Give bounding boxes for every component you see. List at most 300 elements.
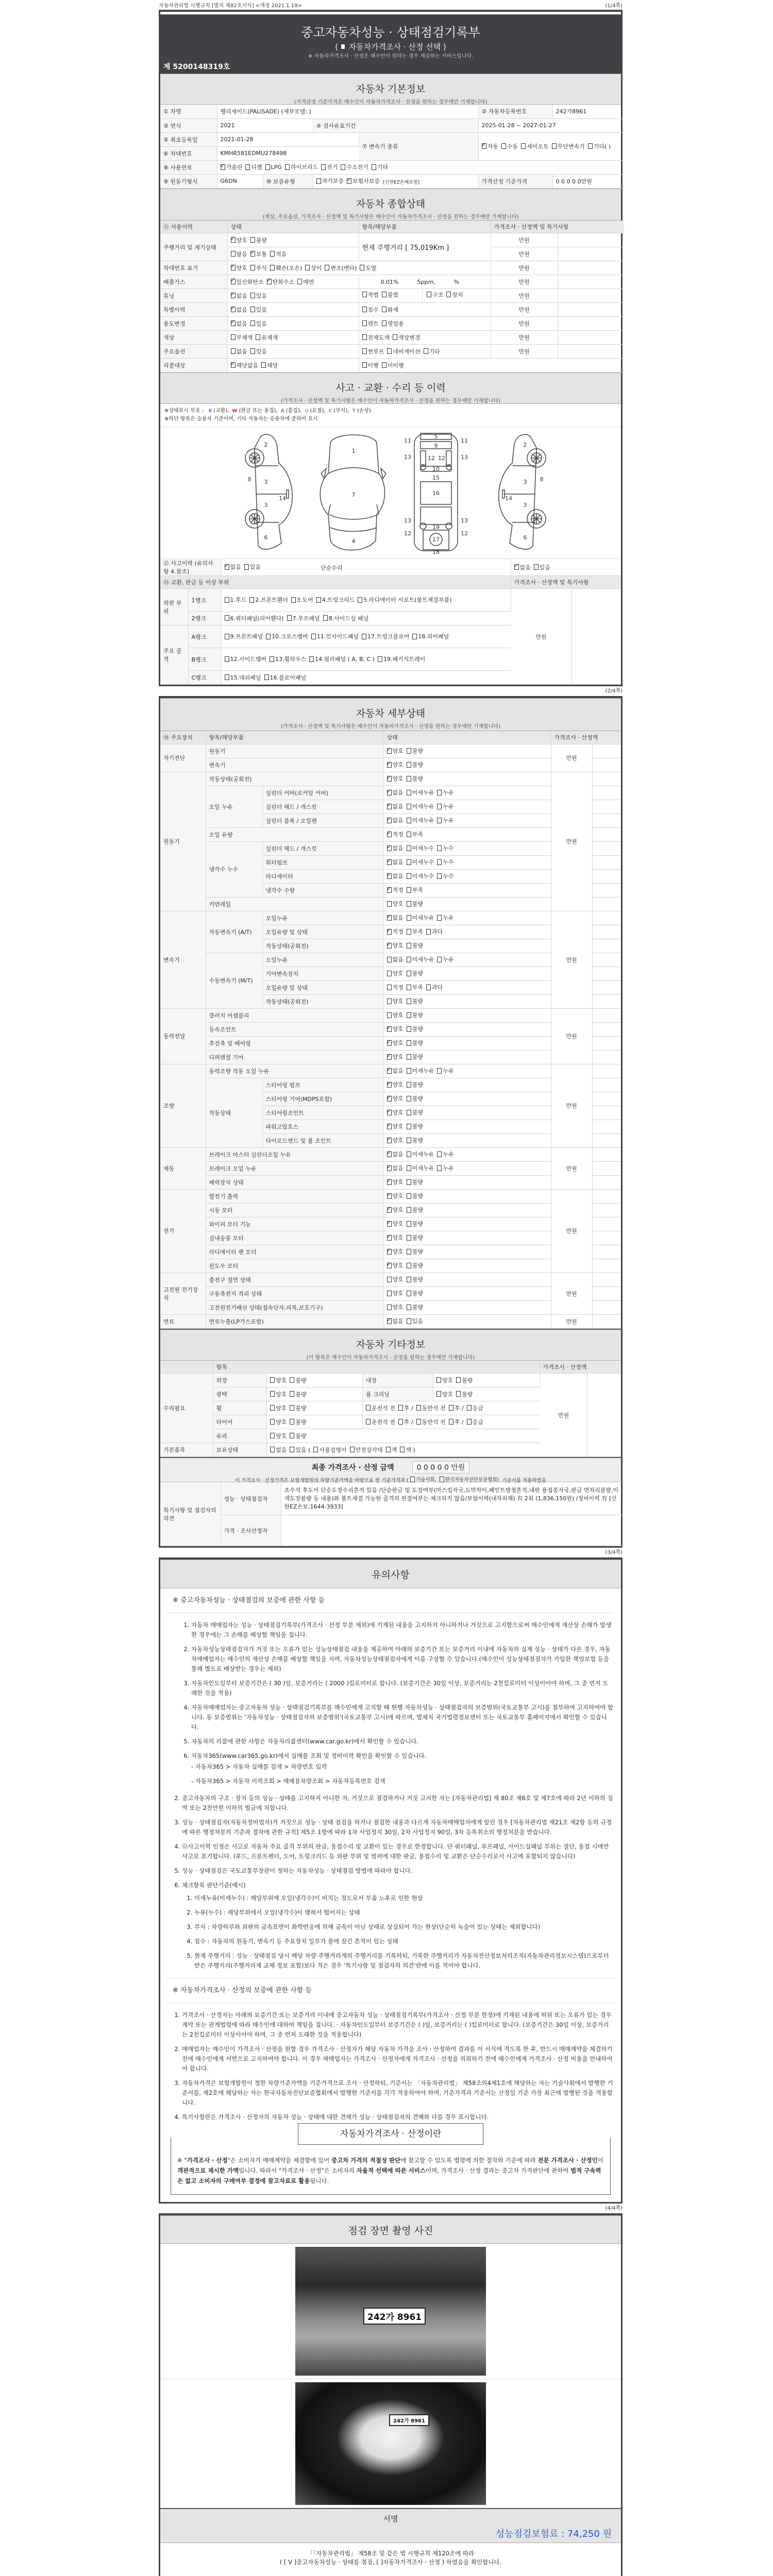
checkbox[interactable] [297, 279, 302, 284]
checkbox[interactable] [305, 265, 310, 270]
checkbox[interactable] [225, 634, 229, 639]
checkbox[interactable] [426, 929, 431, 935]
checkbox-option[interactable] [387, 983, 404, 991]
checkbox-option[interactable] [270, 1376, 287, 1384]
checkbox-option[interactable] [407, 1261, 423, 1269]
checkbox-option[interactable] [407, 983, 423, 991]
checkbox-option[interactable] [250, 264, 267, 272]
checkbox[interactable] [407, 873, 411, 879]
checkbox-option[interactable] [231, 319, 247, 328]
checkbox-option[interactable] [244, 563, 261, 571]
checkbox[interactable] [366, 1419, 371, 1425]
checkbox[interactable] [387, 957, 392, 962]
checkbox[interactable] [387, 1291, 392, 1296]
checkbox[interactable] [387, 1138, 392, 1143]
checkbox[interactable] [407, 1138, 411, 1143]
checkbox-option[interactable] [514, 563, 531, 571]
checkbox-option[interactable] [290, 1390, 306, 1398]
checkbox-option[interactable] [316, 177, 344, 185]
checkbox-option[interactable] [407, 1219, 423, 1228]
checkbox-option[interactable] [316, 596, 355, 604]
checkbox-option[interactable] [437, 788, 453, 796]
checkbox-option[interactable] [534, 563, 550, 571]
checkbox[interactable] [250, 251, 255, 257]
checkbox[interactable] [387, 790, 392, 795]
checkbox-option[interactable] [270, 1390, 287, 1398]
checkbox[interactable] [231, 293, 236, 298]
checkbox-option[interactable] [407, 900, 423, 908]
checkbox[interactable] [407, 748, 411, 754]
checkbox[interactable] [407, 1026, 411, 1032]
checkbox-option[interactable] [407, 760, 423, 769]
checkbox-option[interactable] [387, 858, 404, 866]
checkbox-option[interactable] [387, 1289, 404, 1297]
checkbox[interactable] [231, 251, 236, 257]
checkbox[interactable] [366, 1405, 371, 1411]
checkbox-option[interactable] [250, 347, 267, 355]
checkbox-option[interactable] [407, 1122, 423, 1130]
checkbox[interactable] [231, 279, 236, 284]
checkbox-option[interactable] [437, 816, 453, 824]
checkbox[interactable] [407, 1068, 411, 1074]
checkbox[interactable] [387, 1082, 392, 1088]
checkbox[interactable] [362, 334, 367, 340]
checkbox-option[interactable] [437, 872, 453, 880]
checkbox[interactable] [323, 615, 328, 621]
checkbox[interactable] [387, 776, 392, 782]
checkbox[interactable] [387, 1012, 392, 1018]
checkbox[interactable] [387, 943, 392, 948]
checkbox[interactable] [313, 1447, 318, 1452]
checkbox-option[interactable] [407, 830, 423, 838]
checkbox-option[interactable] [387, 1178, 404, 1186]
checkbox-option[interactable] [225, 614, 284, 622]
checkbox-option[interactable] [387, 913, 404, 922]
checkbox-option[interactable] [362, 347, 384, 355]
checkbox[interactable] [387, 971, 392, 976]
checkbox-option[interactable] [231, 278, 264, 286]
checkbox[interactable] [387, 859, 392, 865]
checkbox[interactable] [290, 1377, 294, 1383]
checkbox[interactable] [407, 1124, 411, 1129]
checkbox-option[interactable] [387, 1039, 404, 1047]
checkbox[interactable] [350, 1447, 355, 1452]
checkbox[interactable] [407, 985, 411, 990]
checkbox-option[interactable] [440, 1476, 499, 1483]
checkbox-option[interactable] [449, 1404, 464, 1412]
checkbox-option[interactable] [386, 1446, 397, 1454]
checkbox-option[interactable] [407, 1094, 423, 1103]
checkbox[interactable] [437, 818, 442, 823]
checkbox[interactable] [250, 307, 255, 312]
checkbox-option[interactable] [372, 163, 388, 171]
checkbox-option[interactable] [358, 596, 451, 604]
checkbox-option[interactable] [407, 1150, 434, 1158]
checkbox-option[interactable] [446, 291, 463, 299]
checkbox-option[interactable] [407, 747, 423, 755]
checkbox[interactable] [270, 1405, 275, 1411]
checkbox[interactable] [407, 1054, 411, 1060]
checkbox-option[interactable] [231, 333, 253, 342]
checkbox[interactable] [250, 348, 255, 354]
checkbox[interactable] [407, 915, 411, 921]
checkbox-option[interactable] [387, 844, 404, 852]
checkbox-option[interactable] [467, 1404, 483, 1412]
checkbox[interactable] [436, 1377, 441, 1383]
checkbox-option[interactable] [378, 655, 425, 663]
checkbox[interactable] [501, 143, 506, 149]
checkbox[interactable] [231, 237, 236, 243]
checkbox-option[interactable] [387, 872, 404, 880]
checkbox[interactable] [341, 164, 345, 170]
checkbox[interactable] [407, 1263, 411, 1268]
checkbox[interactable] [424, 348, 428, 354]
checkbox-option[interactable] [407, 1206, 423, 1214]
checkbox-option[interactable] [437, 955, 453, 963]
checkbox[interactable] [407, 1151, 411, 1157]
checkbox-option[interactable] [250, 292, 267, 300]
checkbox-option[interactable] [437, 1164, 453, 1172]
checkbox[interactable] [387, 1040, 392, 1046]
checkbox[interactable] [387, 1096, 392, 1101]
checkbox-option[interactable] [347, 177, 380, 185]
checkbox-option[interactable] [362, 632, 409, 640]
checkbox[interactable] [285, 164, 290, 170]
checkbox-option[interactable] [407, 1317, 423, 1325]
checkbox[interactable] [387, 901, 392, 907]
checkbox[interactable] [407, 957, 411, 962]
checkbox[interactable] [387, 1304, 392, 1310]
checkbox-option[interactable] [424, 347, 440, 355]
checkbox[interactable] [407, 1179, 411, 1185]
checkbox-option[interactable] [387, 1261, 404, 1269]
checkbox[interactable] [387, 985, 392, 990]
checkbox[interactable] [407, 804, 411, 809]
checkbox-option[interactable] [387, 774, 404, 783]
checkbox[interactable] [382, 362, 386, 368]
checkbox[interactable] [311, 634, 316, 639]
checkbox[interactable] [437, 1068, 442, 1074]
checkbox[interactable] [588, 143, 593, 149]
checkbox-option[interactable] [362, 291, 379, 299]
checkbox[interactable] [362, 307, 367, 312]
checkbox-option[interactable] [267, 278, 295, 286]
checkbox-option[interactable] [387, 802, 404, 810]
checkbox-option[interactable] [407, 858, 434, 866]
checkbox-option[interactable] [407, 1275, 423, 1283]
checkbox-option[interactable] [416, 1404, 446, 1412]
checkbox[interactable] [387, 1235, 392, 1241]
checkbox-option[interactable] [249, 596, 288, 604]
checkbox[interactable] [387, 762, 392, 768]
checkbox-option[interactable] [270, 655, 306, 663]
checkbox-option[interactable] [297, 278, 314, 286]
checkbox[interactable] [437, 845, 442, 851]
checkbox-option[interactable] [266, 632, 308, 640]
checkbox-option[interactable] [323, 614, 369, 622]
checkbox[interactable] [265, 164, 270, 170]
checkbox-option[interactable] [407, 1066, 434, 1075]
checkbox-option[interactable] [588, 142, 611, 150]
checkbox[interactable] [407, 943, 411, 948]
checkbox-option[interactable] [407, 802, 434, 810]
checkbox-option[interactable] [387, 1136, 404, 1144]
checkbox[interactable] [387, 845, 392, 851]
checkbox-option[interactable] [387, 997, 404, 1005]
checkbox-option[interactable] [410, 1476, 436, 1483]
checkbox-option[interactable] [270, 1432, 287, 1440]
checkbox[interactable] [372, 164, 376, 170]
checkbox-option[interactable] [437, 1150, 453, 1158]
checkbox-option[interactable] [231, 306, 247, 314]
checkbox-option[interactable] [290, 1446, 310, 1454]
checkbox-option[interactable] [387, 969, 404, 977]
checkbox[interactable] [290, 1419, 294, 1425]
checkbox[interactable] [407, 859, 411, 865]
checkbox-option[interactable] [521, 142, 549, 150]
checkbox[interactable] [387, 1207, 392, 1213]
checkbox-option[interactable] [231, 236, 247, 244]
checkbox-option[interactable] [387, 927, 404, 936]
checkbox[interactable] [387, 1193, 392, 1199]
checkbox[interactable] [360, 265, 364, 270]
checkbox[interactable] [387, 1110, 392, 1115]
checkbox[interactable] [407, 832, 411, 837]
checkbox[interactable] [440, 1477, 444, 1482]
checkbox[interactable] [309, 656, 314, 662]
checkbox-option[interactable] [387, 1122, 404, 1130]
checkbox[interactable] [225, 674, 229, 680]
checkbox-option[interactable] [387, 830, 404, 838]
checkbox-option[interactable] [382, 361, 404, 369]
checkbox[interactable] [382, 307, 386, 312]
checkbox-option[interactable] [362, 319, 379, 328]
checkbox-option[interactable] [437, 1066, 453, 1075]
checkbox-option[interactable] [291, 596, 313, 604]
checkbox-option[interactable] [387, 1303, 404, 1311]
checkbox-option[interactable] [407, 941, 423, 950]
checkbox-option[interactable] [398, 1418, 413, 1426]
checkbox[interactable] [387, 1151, 392, 1157]
checkbox[interactable] [407, 887, 411, 893]
checkbox-option[interactable] [436, 1390, 453, 1398]
checkbox-option[interactable] [407, 816, 434, 824]
checkbox-option[interactable] [387, 1192, 404, 1200]
checkbox[interactable] [362, 292, 367, 297]
checkbox-option[interactable] [387, 900, 404, 908]
checkbox-option[interactable] [407, 1080, 423, 1089]
checkbox-option[interactable] [309, 655, 375, 663]
checkbox[interactable] [387, 1263, 392, 1268]
checkbox-option[interactable] [225, 563, 241, 571]
checkbox[interactable] [393, 334, 397, 340]
checkbox-option[interactable] [427, 291, 443, 299]
checkbox[interactable] [456, 1391, 461, 1397]
checkbox[interactable] [382, 320, 386, 326]
checkbox-option[interactable] [387, 1053, 404, 1061]
checkbox-option[interactable] [467, 1418, 483, 1426]
checkbox[interactable] [407, 1165, 411, 1171]
checkbox[interactable] [407, 998, 411, 1004]
checkbox-option[interactable] [360, 264, 376, 272]
checkbox[interactable] [407, 1235, 411, 1241]
checkbox-option[interactable] [387, 886, 404, 894]
checkbox[interactable] [387, 748, 392, 754]
checkbox[interactable] [290, 1405, 294, 1411]
checkbox[interactable] [437, 873, 442, 879]
checkbox[interactable] [387, 1221, 392, 1227]
checkbox[interactable] [382, 292, 386, 297]
checkbox[interactable] [244, 564, 249, 570]
checkbox-option[interactable] [449, 1418, 464, 1426]
checkbox[interactable] [410, 1477, 415, 1482]
checkbox[interactable] [225, 597, 229, 603]
checkbox[interactable] [407, 818, 411, 823]
checkbox[interactable] [407, 790, 411, 795]
checkbox-option[interactable] [387, 941, 404, 950]
checkbox[interactable] [358, 597, 362, 603]
checkbox[interactable] [387, 887, 392, 893]
checkbox-option[interactable] [426, 983, 443, 991]
checkbox-option[interactable] [231, 250, 247, 258]
checkbox-option[interactable] [313, 1446, 346, 1454]
checkbox-option[interactable] [290, 1404, 306, 1412]
checkbox[interactable] [407, 971, 411, 976]
checkbox[interactable] [407, 1318, 411, 1324]
checkbox-option[interactable] [290, 1418, 306, 1426]
checkbox[interactable] [437, 804, 442, 809]
checkbox-option[interactable] [407, 969, 423, 977]
checkbox[interactable] [225, 564, 229, 570]
checkbox-option[interactable] [362, 306, 379, 314]
checkbox-option[interactable] [387, 1150, 404, 1158]
checkbox[interactable] [261, 362, 266, 368]
checkbox[interactable] [362, 320, 367, 326]
checkbox[interactable] [467, 1405, 472, 1411]
checkbox[interactable] [270, 251, 275, 257]
checkbox-option[interactable] [387, 1275, 404, 1283]
checkbox-option[interactable] [225, 673, 261, 682]
checkbox[interactable] [270, 1419, 275, 1425]
checkbox[interactable] [407, 1249, 411, 1255]
checkbox[interactable] [407, 1096, 411, 1101]
checkbox[interactable] [386, 1447, 391, 1452]
checkbox-option[interactable] [387, 816, 404, 824]
checkbox[interactable] [387, 832, 392, 837]
checkbox[interactable] [437, 957, 442, 962]
checkbox-option[interactable] [245, 163, 262, 171]
checkbox[interactable] [387, 1124, 392, 1129]
checkbox-option[interactable] [407, 1178, 423, 1186]
checkbox-option[interactable] [350, 1446, 383, 1454]
checkbox[interactable] [407, 1110, 411, 1115]
checkbox[interactable] [398, 1419, 403, 1425]
checkbox[interactable] [250, 265, 255, 270]
checkbox[interactable] [387, 348, 392, 354]
checkbox[interactable] [250, 293, 255, 298]
checkbox-option[interactable] [387, 1206, 404, 1214]
checkbox[interactable] [437, 790, 442, 795]
checkbox-option[interactable] [270, 1404, 287, 1412]
checkbox-option[interactable] [265, 164, 282, 171]
checkbox[interactable] [387, 1277, 392, 1282]
checkbox[interactable] [416, 1405, 421, 1411]
checkbox-option[interactable] [362, 333, 390, 342]
checkbox-option[interactable] [362, 361, 379, 369]
checkbox[interactable] [387, 1318, 392, 1324]
checkbox-option[interactable] [270, 250, 287, 258]
checkbox-option[interactable] [382, 291, 398, 299]
checkbox[interactable] [225, 656, 229, 662]
checkbox[interactable] [378, 656, 382, 662]
checkbox[interactable] [514, 564, 519, 570]
checkbox[interactable] [231, 334, 236, 340]
checkbox[interactable] [362, 348, 367, 354]
checkbox-option[interactable] [287, 614, 320, 622]
checkbox[interactable] [290, 1391, 294, 1397]
checkbox[interactable] [437, 915, 442, 921]
appraisal-checkbox[interactable] [341, 44, 345, 49]
checkbox[interactable] [387, 1179, 392, 1185]
checkbox-option[interactable] [285, 163, 318, 171]
checkbox[interactable] [267, 279, 272, 284]
checkbox[interactable] [245, 164, 250, 170]
checkbox-option[interactable] [387, 1080, 404, 1089]
checkbox-option[interactable] [290, 1432, 306, 1440]
checkbox[interactable] [437, 1165, 442, 1171]
checkbox-option[interactable] [501, 142, 518, 150]
checkbox[interactable] [270, 1391, 275, 1397]
checkbox-option[interactable] [407, 997, 423, 1005]
checkbox-option[interactable] [264, 673, 307, 682]
checkbox-option[interactable] [407, 1011, 423, 1019]
checkbox[interactable] [316, 178, 321, 184]
checkbox[interactable] [437, 1151, 442, 1157]
checkbox-option[interactable] [225, 596, 247, 604]
checkbox[interactable] [407, 762, 411, 768]
checkbox[interactable] [412, 634, 417, 639]
checkbox[interactable] [231, 348, 236, 354]
checkbox-option[interactable] [407, 774, 423, 783]
checkbox[interactable] [436, 1391, 441, 1397]
checkbox[interactable] [427, 292, 431, 297]
checkbox[interactable] [482, 143, 486, 149]
checkbox-option[interactable] [437, 913, 453, 922]
checkbox-option[interactable] [231, 264, 247, 272]
checkbox[interactable] [287, 615, 292, 621]
checkbox-option[interactable] [437, 844, 453, 852]
checkbox[interactable] [316, 597, 321, 603]
checkbox[interactable] [290, 1433, 294, 1438]
checkbox-option[interactable] [407, 1303, 423, 1311]
checkbox-option[interactable] [270, 1446, 287, 1454]
checkbox-option[interactable] [231, 347, 247, 355]
checkbox-option[interactable] [231, 292, 247, 300]
checkbox[interactable] [387, 998, 392, 1004]
checkbox-option[interactable] [225, 655, 267, 663]
checkbox[interactable] [290, 1447, 294, 1452]
checkbox-option[interactable] [290, 1376, 306, 1384]
checkbox[interactable] [270, 1377, 275, 1383]
checkbox-option[interactable] [407, 1164, 434, 1172]
checkbox[interactable] [400, 1447, 405, 1452]
checkbox[interactable] [407, 929, 411, 935]
checkbox-option[interactable] [436, 1376, 453, 1384]
checkbox-option[interactable] [341, 163, 368, 171]
checkbox[interactable] [407, 1207, 411, 1213]
checkbox-option[interactable] [407, 1192, 423, 1200]
checkbox-option[interactable] [407, 1039, 423, 1047]
